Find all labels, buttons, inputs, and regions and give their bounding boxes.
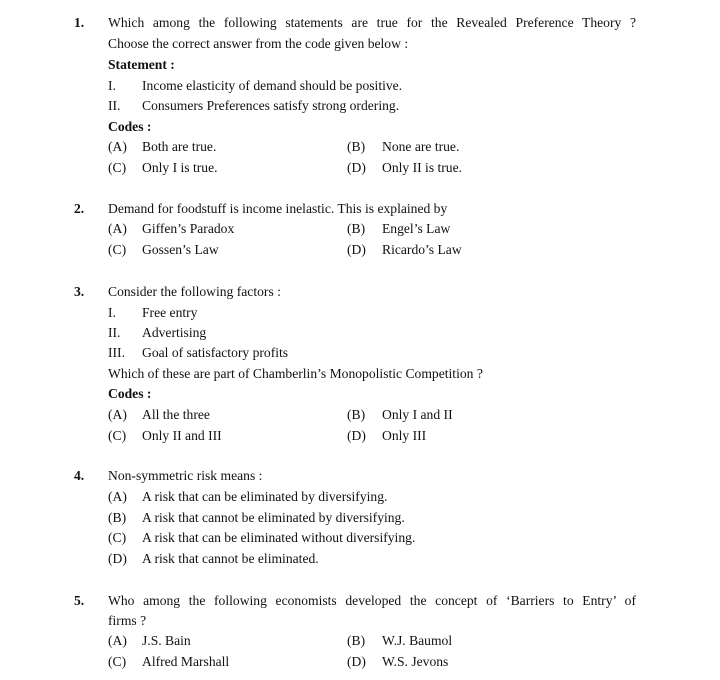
option-b-letter: (B) xyxy=(347,633,366,648)
option-c-text: Gossen’s Law xyxy=(142,242,219,257)
option-b-letter: (B) xyxy=(108,510,127,525)
option-a-letter: (A) xyxy=(108,407,127,422)
statement-numeral: II. xyxy=(108,98,121,113)
question-stem: firms ? xyxy=(108,613,147,628)
statement-text: Advertising xyxy=(142,325,207,340)
option-d-text: Only II is true. xyxy=(382,160,463,175)
statement-text: Consumers Preferences satisfy strong ordering. xyxy=(142,98,400,113)
option-b-letter: (B) xyxy=(347,139,366,154)
question-number: 3. xyxy=(74,284,85,299)
statement-text: Free entry xyxy=(142,305,198,320)
statement-text: Goal of satisfactory profits xyxy=(142,345,289,360)
option-c-letter: (C) xyxy=(108,654,127,669)
option-b-text: A risk that cannot be eliminated by diversifying. xyxy=(142,510,405,525)
question-number: 5. xyxy=(74,593,85,608)
option-a-letter: (A) xyxy=(108,489,127,504)
option-d-text: Ricardo’s Law xyxy=(382,242,462,257)
statement-numeral: I. xyxy=(108,78,116,93)
option-c-text: Alfred Marshall xyxy=(142,654,230,669)
option-d-text: A risk that cannot be eliminated. xyxy=(142,551,319,566)
option-b-letter: (B) xyxy=(347,221,366,236)
statement-text: Income elasticity of demand should be positive. xyxy=(142,78,403,93)
option-b-text: None are true. xyxy=(382,139,460,154)
question-stem: Demand for foodstuff is income inelastic. This is explained by xyxy=(108,201,448,216)
statement-numeral: I. xyxy=(108,305,116,320)
option-d-letter: (D) xyxy=(347,160,366,175)
option-a-text: Both are true. xyxy=(142,139,217,154)
option-a-letter: (A) xyxy=(108,633,127,648)
codes-label: Codes : xyxy=(108,386,152,401)
option-a-text: Giffen’s Paradox xyxy=(142,221,235,236)
option-d-letter: (D) xyxy=(108,551,127,566)
option-a-letter: (A) xyxy=(108,221,127,236)
option-b-text: W.J. Baumol xyxy=(382,633,453,648)
question-stem: Consider the following factors : xyxy=(108,284,281,299)
option-c-letter: (C) xyxy=(108,530,127,545)
option-d-text: W.S. Jevons xyxy=(382,654,449,669)
option-d-letter: (D) xyxy=(347,428,366,443)
statement-label: Statement : xyxy=(108,57,175,72)
question-stem: Non-symmetric risk means : xyxy=(108,468,263,483)
option-b-text: Only I and II xyxy=(382,407,453,422)
option-c-letter: (C) xyxy=(108,428,127,443)
codes-label: Codes : xyxy=(108,119,152,134)
question-number: 2. xyxy=(74,201,85,216)
option-c-letter: (C) xyxy=(108,160,127,175)
question-stem: Choose the correct answer from the code given below : xyxy=(108,36,409,51)
question-stem: Who among the following economists developed the concept of ‘Barriers to Entry’ of xyxy=(108,593,636,608)
question-number: 1. xyxy=(74,15,85,30)
question-follow-up: Which of these are part of Chamberlin’s Monopolistic Competition ? xyxy=(108,366,483,381)
question-stem: Which among the following statements are true for the Revealed Preference Theory ? xyxy=(108,15,636,30)
option-c-text: Only II and III xyxy=(142,428,222,443)
option-a-text: A risk that can be eliminated by diversifying. xyxy=(142,489,388,504)
statement-numeral: III. xyxy=(108,345,125,360)
option-a-letter: (A) xyxy=(108,139,127,154)
option-c-text: A risk that can be eliminated without diversifying. xyxy=(142,530,416,545)
option-d-letter: (D) xyxy=(347,242,366,257)
option-d-letter: (D) xyxy=(347,654,366,669)
option-c-text: Only I is true. xyxy=(142,160,218,175)
option-c-letter: (C) xyxy=(108,242,127,257)
option-b-letter: (B) xyxy=(347,407,366,422)
question-number: 4. xyxy=(74,468,85,483)
statement-numeral: II. xyxy=(108,325,121,340)
option-d-text: Only III xyxy=(382,428,427,443)
option-a-text: J.S. Bain xyxy=(142,633,191,648)
option-b-text: Engel’s Law xyxy=(382,221,451,236)
option-a-text: All the three xyxy=(142,407,210,422)
